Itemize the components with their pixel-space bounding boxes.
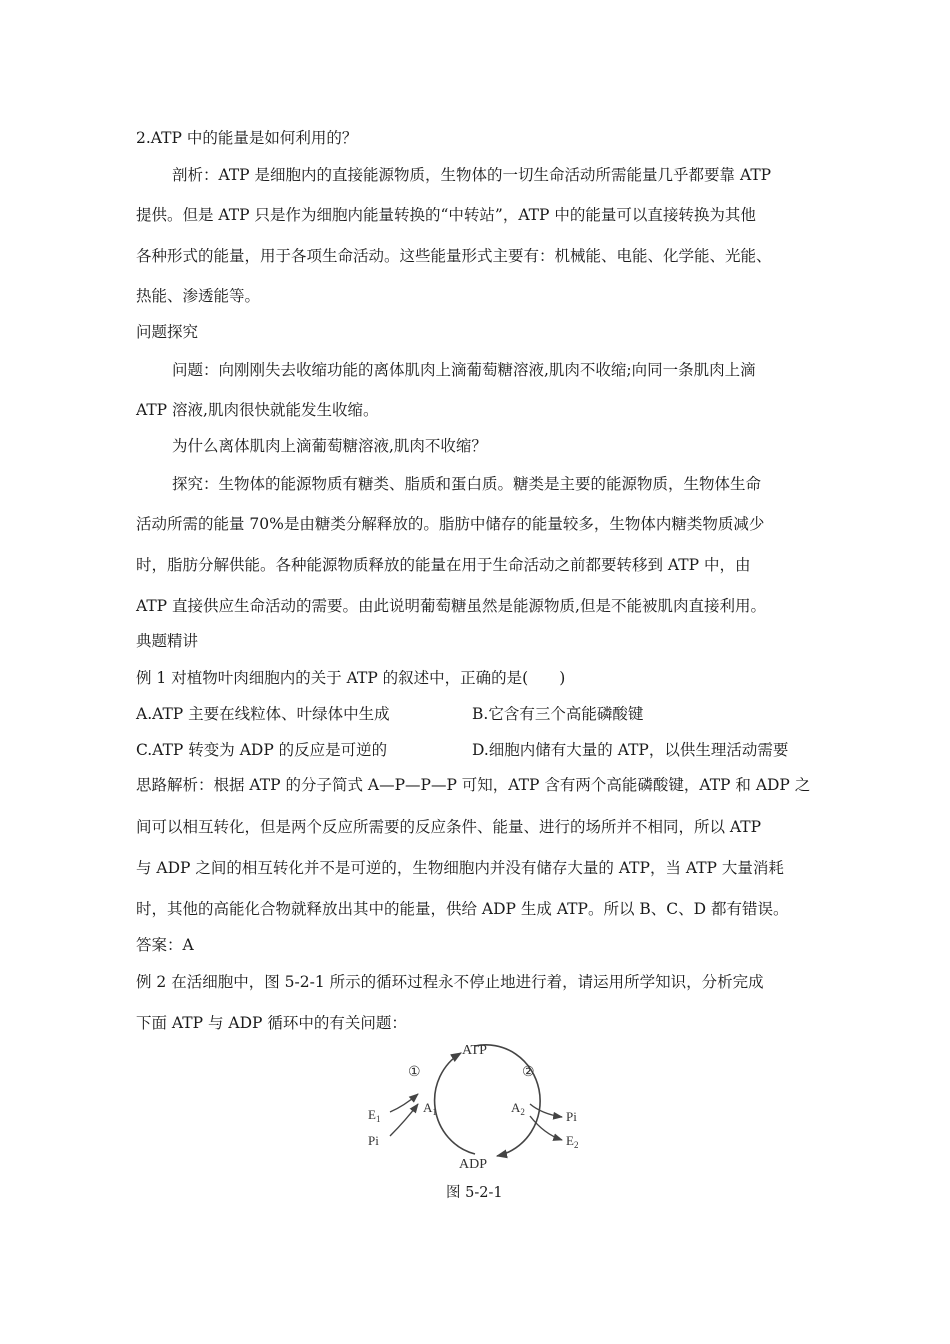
arc-hydrolysis [475, 1045, 540, 1156]
examples-heading: 典题精讲 [136, 632, 199, 650]
q2-analysis-line: 各种形式的能量，用于各项生命活动。这些能量形式主要有：机械能、电能、化学能、光能、 [136, 247, 772, 265]
label-pi-in: Pi [368, 1133, 379, 1148]
q2-title: 2.ATP 中的能量是如何利用的？ [136, 129, 358, 147]
q2-analysis-line: 提供。但是 ATP 只是作为细胞内能量转换的“中转站”，ATP 中的能量可以直接转换为其他 [136, 206, 756, 224]
ex1-stem: 例 1 对植物叶肉细胞内的关于 ATP 的叙述中，正确的是( ) [136, 669, 566, 687]
inquiry-explore-line: 活动所需的能量 70%是由糖类分解释放的。脂肪中储存的能量较多，生物体内糖类物质减少 [136, 515, 765, 533]
inquiry-explore-line: ATP 直接供应生命活动的需要。由此说明葡萄糖虽然是能源物质,但是不能被肌肉直接利用。 [136, 597, 766, 615]
ex1-analysis-line: 间可以相互转化，但是两个反应所需要的反应条件、能量、进行的场所并不相同，所以 ATP [136, 818, 762, 836]
ex1-answer: 答案：A [136, 936, 194, 954]
ex1-option-b: B.它含有三个高能磷酸键 [472, 705, 644, 723]
q2-analysis-line: 热能、渗透能等。 [136, 287, 261, 305]
inquiry-explore-line: 探究：生物体的能源物质有糖类、脂质和蛋白质。糖类是主要的能源物质，生物体生命 [172, 475, 762, 493]
ex2-stem-line: 下面 ATP 与 ADP 循环中的有关问题： [136, 1014, 407, 1032]
q2-analysis-line: 剖析：ATP 是细胞内的直接能源物质，生物体的一切生命活动所需能量几乎都要靠 ATP [172, 166, 772, 184]
ex1-option-c: C.ATP 转变为 ADP 的反应是可逆的 [136, 741, 388, 759]
label-pi-out: Pi [566, 1109, 577, 1124]
label-e2: $E_2$ [566, 1133, 579, 1150]
inquiry-question-line: 问题：向刚刚失去收缩功能的离体肌肉上滴葡萄糖溶液,肌肉不收缩;向同一条肌肉上滴 [172, 361, 756, 379]
label-step-2: ② [522, 1065, 535, 1080]
inquiry-heading: 问题探究 [136, 323, 199, 341]
figure-caption: 图 5-2-1 [446, 1185, 503, 1201]
label-adp: ADP [459, 1157, 488, 1172]
atp-adp-cycle-diagram [360, 1036, 600, 1176]
label-a1: $A_1$ [423, 1100, 437, 1117]
ex2-stem-line: 例 2 在活细胞中，图 5-2-1 所示的循环过程永不停止地进行着，请运用所学知识，分析完成 [136, 973, 764, 991]
label-atp: ATP [462, 1043, 487, 1058]
ex1-analysis-line: 思路解析：根据 ATP 的分子简式 A—P—P—P 可知，ATP 含有两个高能磷酸键，ATP 和 ADP 之 [136, 776, 811, 794]
label-step-1: ① [408, 1065, 421, 1080]
ex1-analysis-line: 时，其他的高能化合物就释放出其中的能量，供给 ADP 生成 ATP。所以 B、C、D 都有错误。 [136, 900, 789, 918]
ex1-option-d: D.细胞内储有大量的 ATP，以供生理活动需要 [472, 741, 789, 759]
inquiry-question-line: ATP 溶液,肌肉很快就能发生收缩。 [136, 401, 379, 419]
inquiry-why: 为什么离体肌肉上滴葡萄糖溶液,肌肉不收缩？ [172, 437, 487, 455]
label-a2: $A_2$ [511, 1100, 525, 1117]
arrow-pi-in [390, 1104, 418, 1136]
label-e1: $E_1$ [368, 1107, 381, 1124]
ex1-analysis-line: 与 ADP 之间的相互转化并不是可逆的，生物细胞内并没有储存大量的 ATP，当 ATP 大量消耗 [136, 859, 784, 877]
inquiry-explore-line: 时，脂肪分解供能。各种能源物质释放的能量在用于生命活动之前都要转移到 ATP 中，由 [136, 556, 751, 574]
ex1-option-a: A.ATP 主要在线粒体、叶绿体中生成 [136, 705, 390, 723]
arrow-pi-out [530, 1104, 562, 1117]
arrow-e2-out [530, 1116, 562, 1140]
arc-synthesis [435, 1053, 475, 1154]
